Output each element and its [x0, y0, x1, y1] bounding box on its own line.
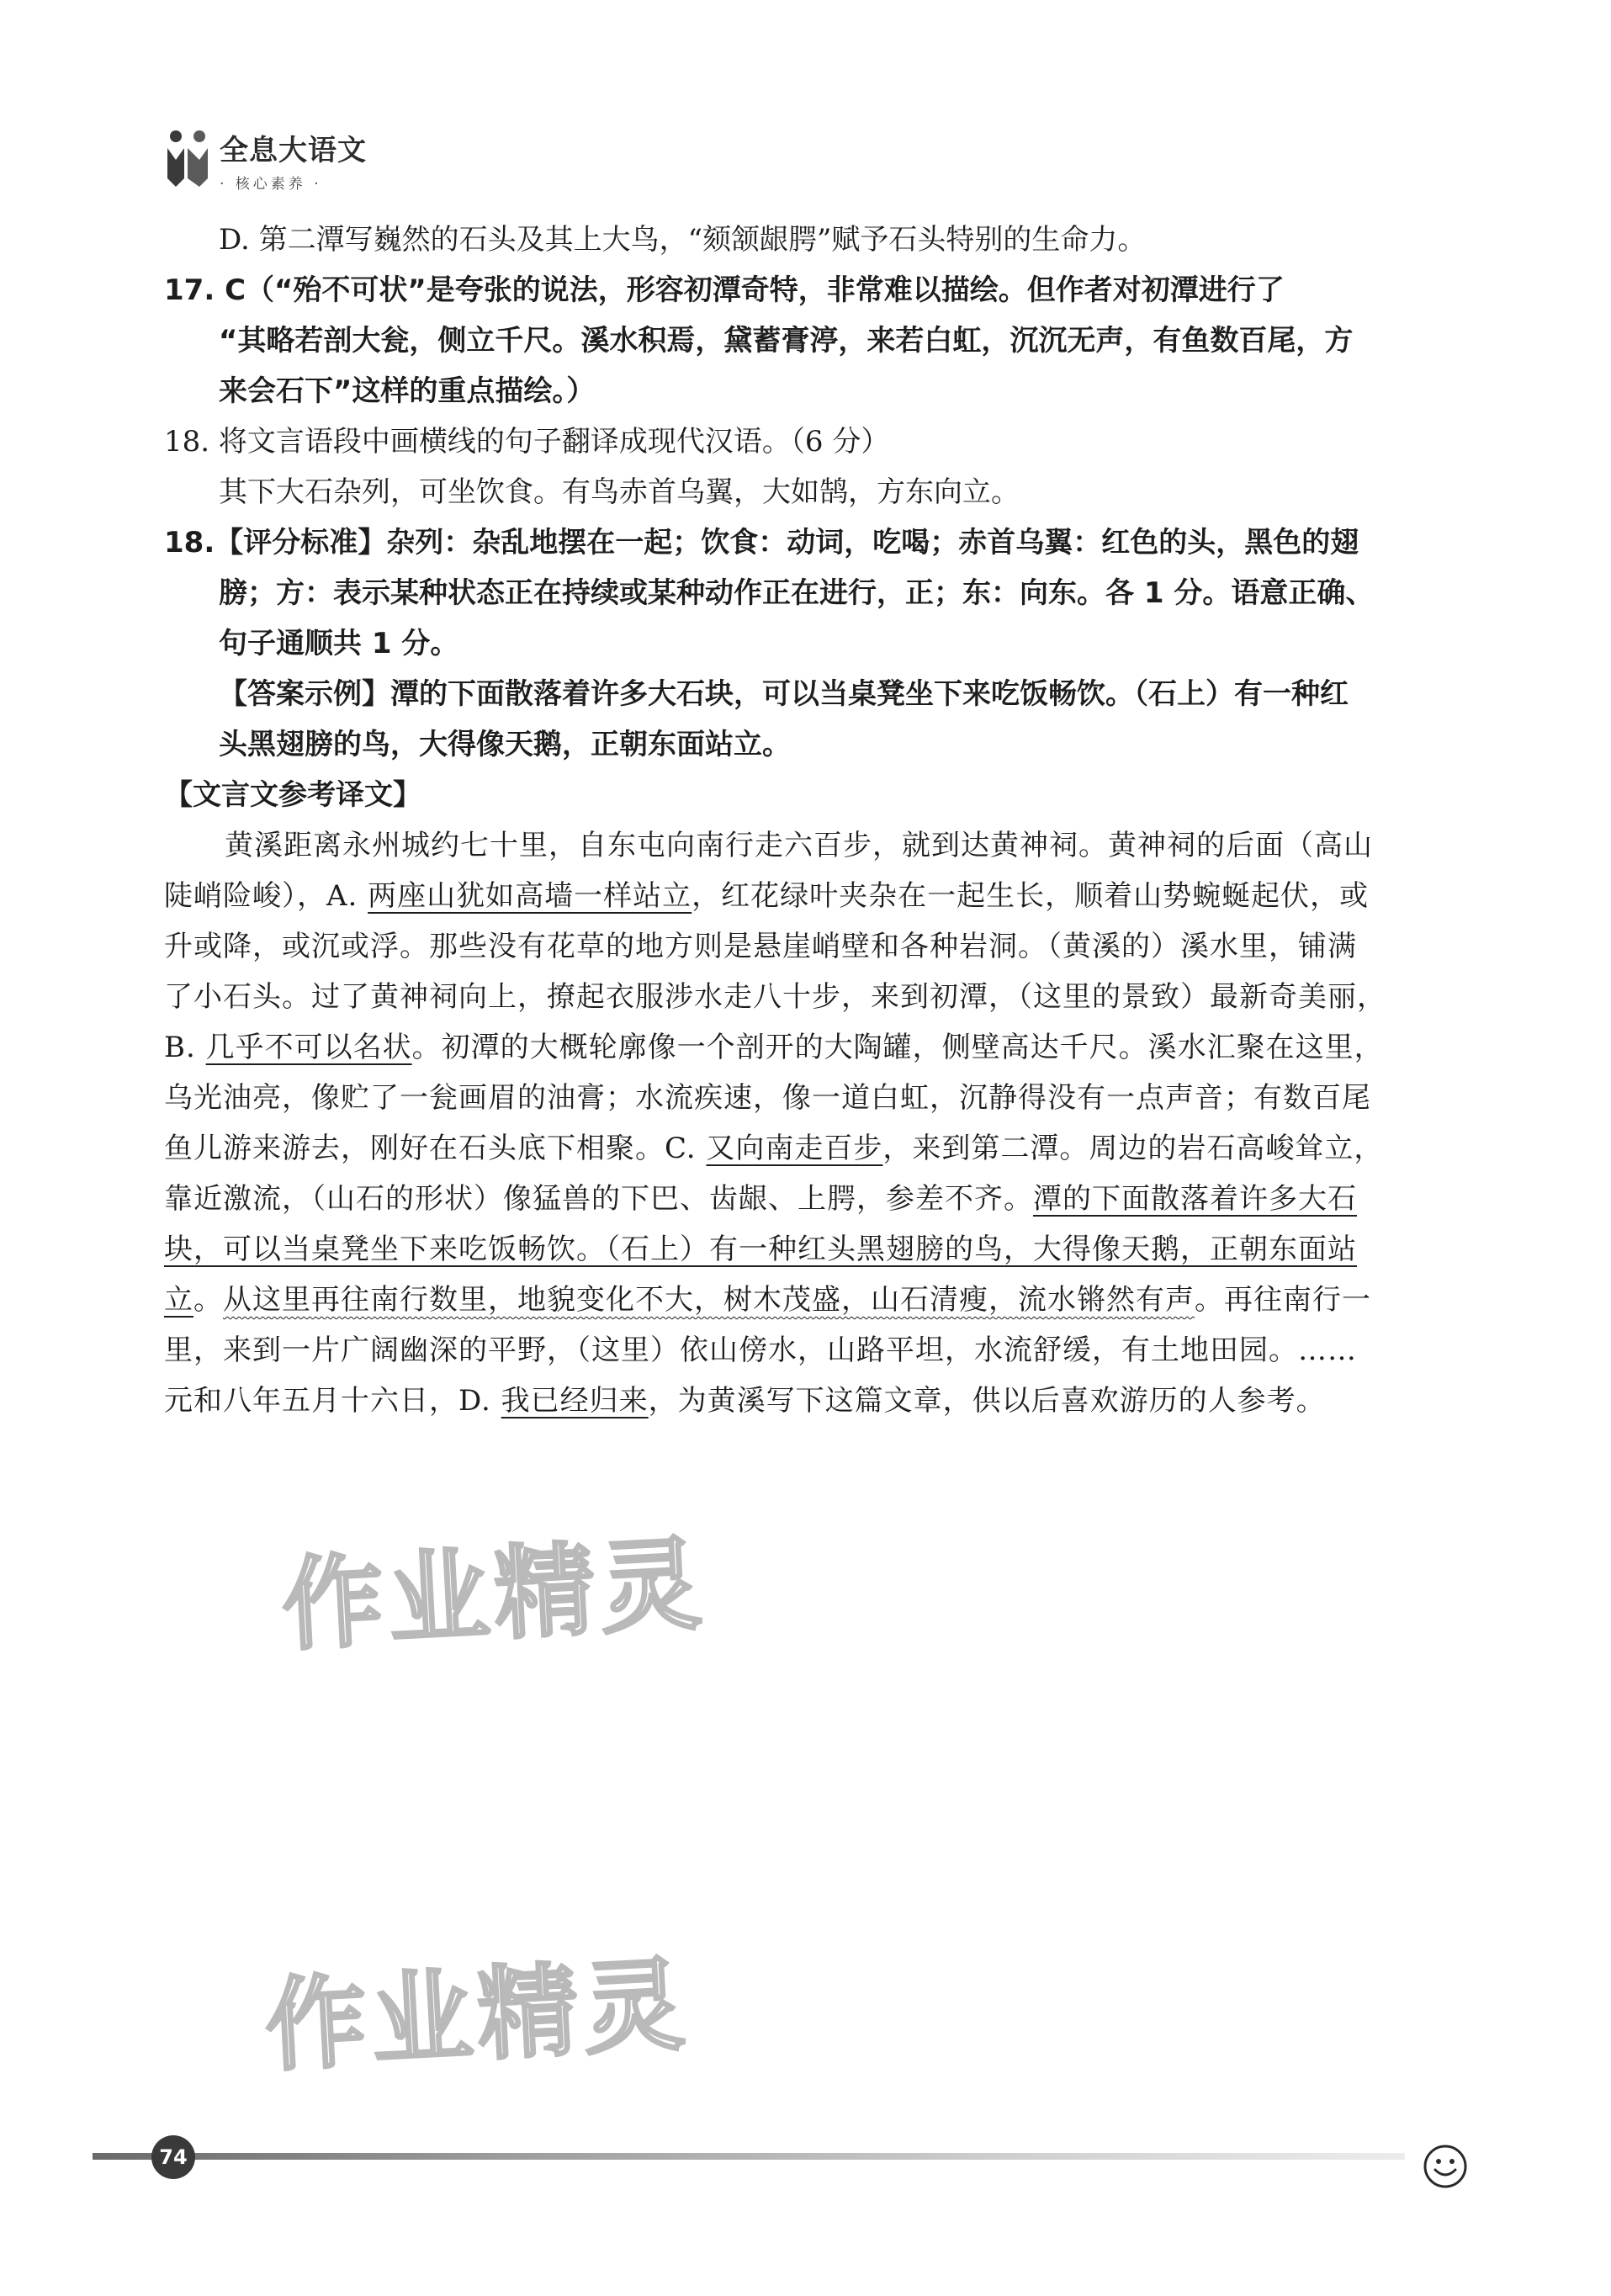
text-span: 。初潭的大概轮廓像一个剖开的大陶罐，侧壁高达千尺。溪水汇聚在这里， — [411, 1031, 1384, 1064]
underlined-phrase-d: 我已经归来 — [501, 1384, 649, 1418]
translation-line — [164, 1123, 1472, 1174]
translation-line — [164, 1174, 1472, 1224]
translation-line — [164, 1022, 1472, 1073]
q17-line-1: 17. C（“殆不可状”是夸张的说法，形容初潭奇特，非常难以描绘。但作者对初潭进行了 — [164, 273, 1285, 307]
q17-line-2: “其略若剖大瓮，侧立千尺。溪水积焉，黛蓄膏渟，来若白虹，沉沉无声，有鱼数百尾，方 — [219, 324, 1354, 358]
q18-answer-line-2: 头黑翅膀的鸟，大得像天鹅，正朝东面站立。 — [219, 728, 791, 761]
underlined-phrase-b: 几乎不可以名状 — [205, 1031, 412, 1064]
brand-tagline: · 核心素养 · — [220, 176, 322, 193]
underlined-phrase-c: 又向南走百步 — [706, 1132, 883, 1165]
text-span: ，为黄溪写下这篇文章，供以后喜欢游历的人参考。 — [648, 1384, 1326, 1418]
q18-standard-line-1: 18.【评分标准】杂列：杂乱地摆在一起；饮食：动词，吃喝；赤首乌翼：红色的头，黑色的翅 — [164, 526, 1359, 559]
watermark: 作业精灵 — [279, 1525, 709, 1666]
footer-rule — [93, 2153, 1405, 2160]
q18-standard-line-2: 膀；方：表示某种状态正在持续或某种动作正在进行，正；东：向东。各 1 分。语意正确、 — [219, 576, 1375, 610]
publisher-logo — [164, 126, 367, 194]
underlined-sentence: 潭的下面散落着许多大石 — [1033, 1182, 1357, 1216]
translation-line: 升或降，或沉或浮。那些没有花草的地方则是悬崖峭壁和各种岩洞。（黄溪的）溪水里，铺满 — [164, 930, 1357, 963]
brand-name: 全息大语文 — [220, 134, 367, 167]
text-span: 鱼儿游来游去，刚好在石头底下相聚。C. — [164, 1132, 707, 1165]
option-d-line: D. 第二潭写巍然的石头及其上大鸟，“颏颔龈腭”赋予石头特别的生命力。 — [219, 223, 1147, 257]
q18-prompt: 18. 将文言语段中画横线的句子翻译成现代汉语。（6 分） — [164, 425, 890, 459]
translation-line — [164, 871, 1472, 921]
q18-standard-line-3: 句子通顺共 1 分。 — [219, 627, 459, 660]
reference-translation-title: 【文言文参考译文】 — [164, 778, 421, 812]
text-span: 陡峭险峻），A. — [164, 879, 368, 913]
translation-line: 乌光油亮，像贮了一瓮画眉的油膏；水流疾速，像一道白虹，沉静得没有一点声音；有数百尾 — [164, 1081, 1371, 1115]
translation-line — [164, 1275, 1472, 1325]
reference-translation — [164, 820, 1472, 1426]
book-logo-icon — [164, 126, 211, 194]
underlined-phrase-a: 两座山犹如高墙一样站立 — [368, 879, 692, 913]
q17-line-3: 来会石下”这样的重点描绘。） — [219, 374, 596, 408]
translation-line: 里，来到一片广阔幽深的平野，（这里）依山傍水，山路平坦，水流舒缓，有土地田园。…… — [164, 1334, 1357, 1367]
watermark: 作业精灵 — [262, 1946, 692, 2087]
q18-answer-line-1: 【答案示例】潭的下面散落着许多大石块，可以当桌凳坐下来吃饭畅饮。（石上）有一种红 — [219, 677, 1349, 711]
text-span: ，来到第二潭。周边的岩石高峻耸立， — [882, 1132, 1384, 1165]
answer-content — [164, 215, 1472, 1426]
text-span: B. — [164, 1031, 206, 1064]
underlined-sentence: 块，可以当桌凳坐下来吃饭畅饮。（石上）有一种红头黑翅膀的鸟，大得像天鹅，正朝东面站 — [164, 1233, 1357, 1266]
page-number: 74 — [151, 2135, 195, 2179]
text-span: 。再往南行一 — [1195, 1283, 1371, 1317]
text-span: 靠近激流，（山石的形状）像猛兽的下巴、齿龈、上腭，参差不齐。 — [164, 1182, 1033, 1216]
text-span: 元和八年五月十六日，D. — [164, 1384, 501, 1418]
translation-line: 了小石头。过了黄神祠向上，撩起衣服涉水走八十步，来到初潭，（这里的景致）最新奇美丽， — [164, 980, 1386, 1014]
q18-quote: 其下大石杂列，可坐饮食。有鸟赤首乌翼，大如鹄，方东向立。 — [219, 475, 1020, 509]
text-span: 。 — [193, 1283, 223, 1317]
text-span: ，红花绿叶夹杂在一起生长，顺着山势蜿蜒起伏，或 — [692, 879, 1370, 913]
smiley-face-icon — [1422, 2141, 1472, 2192]
translation-line — [164, 1376, 1472, 1426]
underlined-sentence: 立 — [164, 1283, 193, 1317]
wavy-underlined-sentence: 从这里再往南行数里，地貌变化不大，树木茂盛，山石清瘦，流水锵然有声 — [223, 1283, 1195, 1317]
translation-line — [164, 1224, 1472, 1275]
translation-line: 黄溪距离永州城约七十里，自东屯向南行走六百步，就到达黄神祠。黄神祠的后面（高山 — [225, 829, 1373, 862]
